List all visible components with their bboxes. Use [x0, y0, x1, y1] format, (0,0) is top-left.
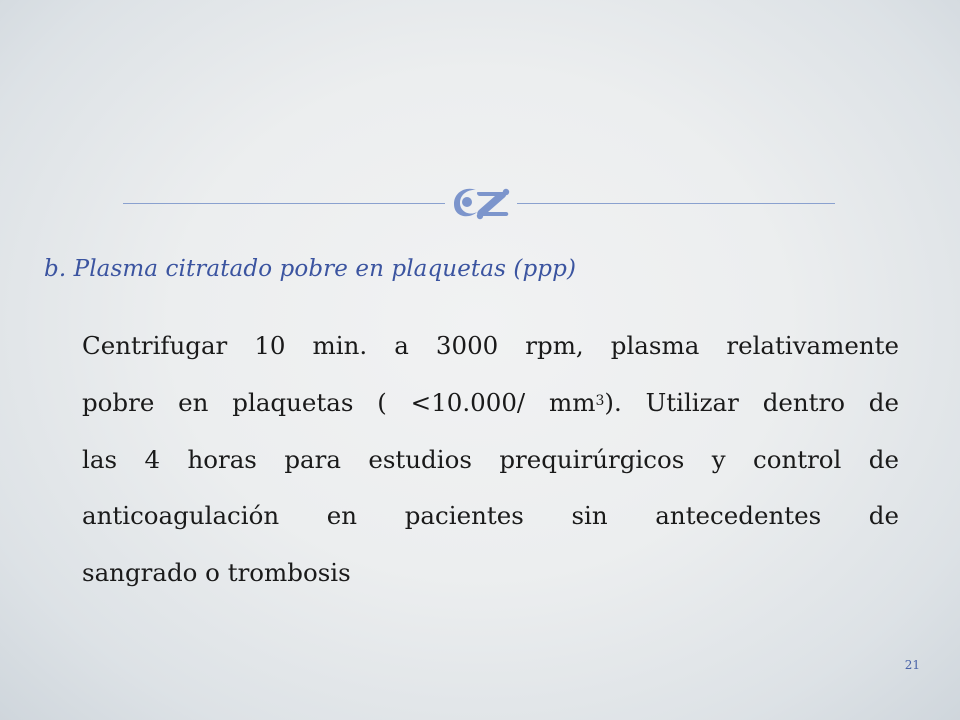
- divider-left: [123, 203, 445, 204]
- section-heading: b. Plasma citratado pobre en plaquetas (ppp): [44, 256, 577, 282]
- body-line-2: [82, 375, 899, 432]
- divider-right: [517, 203, 835, 204]
- page-number: 21: [904, 658, 920, 672]
- body-line-2-post: ). Utilizar dentro de: [604, 387, 899, 417]
- body-line-4: anticoagulación en pacientes sin antecedentes de: [82, 501, 899, 531]
- fleuron-ornament-icon: [446, 178, 516, 226]
- body-line-2-pre: pobre en plaquetas ( <10.000/ mm: [82, 387, 596, 417]
- body-line-3: las 4 horas para estudios prequirúrgicos y control de: [82, 444, 899, 474]
- body-line-1: Centrifugar 10 min. a 3000 rpm, plasma relativamente: [82, 331, 899, 360]
- superscript-exponent: 3: [595, 392, 605, 409]
- body-line-5: sangrado o trombosis: [82, 558, 351, 588]
- body-paragraph: [82, 318, 899, 602]
